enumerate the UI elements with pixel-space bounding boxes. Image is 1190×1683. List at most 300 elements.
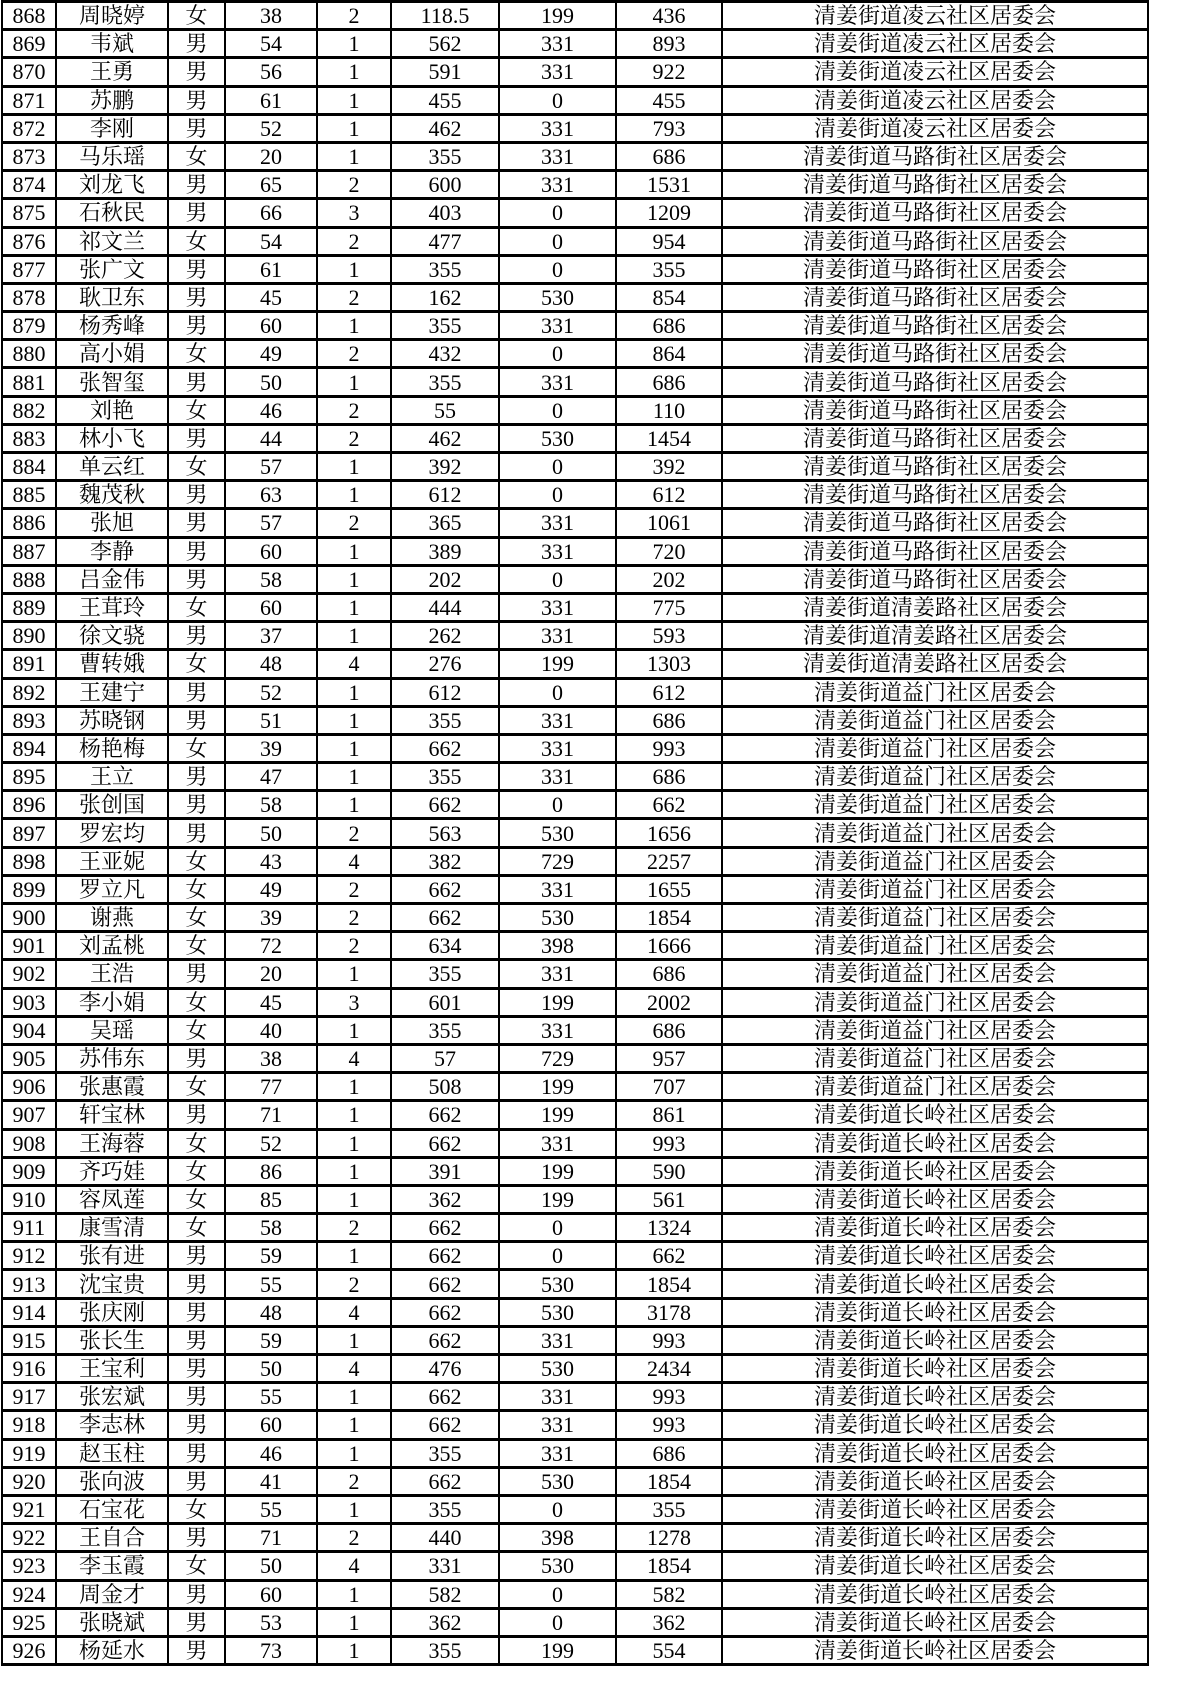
table-row [2, 453, 1148, 481]
amount-2-cell: 331 [499, 1383, 616, 1411]
amount-2-cell: 331 [499, 30, 616, 58]
age-cell: 46 [225, 1439, 317, 1467]
amount-1-cell: 591 [391, 58, 499, 86]
amount-3-cell: 1454 [616, 424, 722, 452]
amount-1-cell: 391 [391, 1157, 499, 1185]
amount-1-cell: 355 [391, 1636, 499, 1664]
age-cell: 39 [225, 904, 317, 932]
gender-cell: 男 [168, 1636, 225, 1664]
serial-number-cell: 882 [2, 396, 56, 424]
community-cell: 清姜街道长岭社区居委会 [722, 1467, 1148, 1495]
serial-number-cell: 912 [2, 1242, 56, 1270]
serial-number-cell: 887 [2, 537, 56, 565]
age-cell: 60 [225, 1411, 317, 1439]
amount-2-cell: 0 [499, 1214, 616, 1242]
name-cell: 石宝花 [56, 1495, 168, 1523]
community-cell: 清姜街道益门社区居委会 [722, 706, 1148, 734]
subsidy-roster-table [1, 0, 1149, 1666]
amount-2-cell: 199 [499, 2, 616, 30]
table-row [2, 1495, 1148, 1523]
table-row [2, 1411, 1148, 1439]
table-row [2, 1270, 1148, 1298]
serial-number-cell: 878 [2, 283, 56, 311]
serial-number-cell: 925 [2, 1608, 56, 1636]
table-row [2, 199, 1148, 227]
person-count-cell: 1 [317, 368, 391, 396]
amount-1-cell: 440 [391, 1524, 499, 1552]
gender-cell: 男 [168, 1411, 225, 1439]
age-cell: 20 [225, 142, 317, 170]
table-row [2, 1326, 1148, 1354]
community-cell: 清姜街道马路街社区居委会 [722, 255, 1148, 283]
amount-3-cell: 707 [616, 1073, 722, 1101]
gender-cell: 男 [168, 819, 225, 847]
name-cell: 李静 [56, 537, 168, 565]
name-cell: 王浩 [56, 960, 168, 988]
serial-number-cell: 884 [2, 453, 56, 481]
gender-cell: 女 [168, 396, 225, 424]
serial-number-cell: 898 [2, 847, 56, 875]
community-cell: 清姜街道马路街社区居委会 [722, 509, 1148, 537]
age-cell: 63 [225, 481, 317, 509]
age-cell: 73 [225, 1636, 317, 1664]
amount-2-cell: 199 [499, 650, 616, 678]
table-row [2, 1636, 1148, 1664]
gender-cell: 男 [168, 1524, 225, 1552]
gender-cell: 男 [168, 1101, 225, 1129]
community-cell: 清姜街道马路街社区居委会 [722, 142, 1148, 170]
amount-3-cell: 893 [616, 30, 722, 58]
gender-cell: 男 [168, 1608, 225, 1636]
table-row [2, 932, 1148, 960]
amount-1-cell: 462 [391, 424, 499, 452]
gender-cell: 女 [168, 1495, 225, 1523]
table-row [2, 819, 1148, 847]
amount-1-cell: 662 [391, 1129, 499, 1157]
name-cell: 罗宏均 [56, 819, 168, 847]
age-cell: 77 [225, 1073, 317, 1101]
amount-1-cell: 662 [391, 1270, 499, 1298]
table-row [2, 734, 1148, 762]
person-count-cell: 1 [317, 1129, 391, 1157]
amount-1-cell: 432 [391, 340, 499, 368]
serial-number-cell: 924 [2, 1580, 56, 1608]
age-cell: 40 [225, 1016, 317, 1044]
amount-1-cell: 601 [391, 988, 499, 1016]
community-cell: 清姜街道长岭社区居委会 [722, 1580, 1148, 1608]
amount-2-cell: 530 [499, 424, 616, 452]
amount-1-cell: 582 [391, 1580, 499, 1608]
amount-1-cell: 362 [391, 1185, 499, 1213]
age-cell: 85 [225, 1185, 317, 1213]
amount-1-cell: 662 [391, 1411, 499, 1439]
gender-cell: 男 [168, 30, 225, 58]
amount-1-cell: 355 [391, 368, 499, 396]
serial-number-cell: 926 [2, 1636, 56, 1664]
community-cell: 清姜街道益门社区居委会 [722, 1016, 1148, 1044]
age-cell: 44 [225, 424, 317, 452]
amount-1-cell: 662 [391, 1214, 499, 1242]
serial-number-cell: 905 [2, 1044, 56, 1072]
age-cell: 38 [225, 1044, 317, 1072]
amount-1-cell: 362 [391, 1608, 499, 1636]
amount-2-cell: 0 [499, 199, 616, 227]
name-cell: 张长生 [56, 1326, 168, 1354]
amount-2-cell: 0 [499, 1580, 616, 1608]
amount-1-cell: 276 [391, 650, 499, 678]
serial-number-cell: 868 [2, 2, 56, 30]
amount-3-cell: 686 [616, 1016, 722, 1044]
community-cell: 清姜街道益门社区居委会 [722, 847, 1148, 875]
gender-cell: 女 [168, 227, 225, 255]
table-row [2, 1214, 1148, 1242]
table-row [2, 1524, 1148, 1552]
serial-number-cell: 920 [2, 1467, 56, 1495]
age-cell: 52 [225, 1129, 317, 1157]
community-cell: 清姜街道长岭社区居委会 [722, 1242, 1148, 1270]
amount-3-cell: 686 [616, 706, 722, 734]
name-cell: 谢燕 [56, 904, 168, 932]
name-cell: 李玉霞 [56, 1552, 168, 1580]
age-cell: 57 [225, 453, 317, 481]
age-cell: 50 [225, 1355, 317, 1383]
amount-1-cell: 477 [391, 227, 499, 255]
age-cell: 60 [225, 1580, 317, 1608]
name-cell: 刘孟桃 [56, 932, 168, 960]
gender-cell: 女 [168, 650, 225, 678]
age-cell: 51 [225, 706, 317, 734]
person-count-cell: 1 [317, 1185, 391, 1213]
person-count-cell: 1 [317, 1580, 391, 1608]
age-cell: 55 [225, 1495, 317, 1523]
name-cell: 容凤莲 [56, 1185, 168, 1213]
age-cell: 48 [225, 1298, 317, 1326]
name-cell: 张庆刚 [56, 1298, 168, 1326]
serial-number-cell: 891 [2, 650, 56, 678]
table-row [2, 396, 1148, 424]
gender-cell: 女 [168, 904, 225, 932]
amount-1-cell: 262 [391, 622, 499, 650]
amount-3-cell: 612 [616, 678, 722, 706]
person-count-cell: 2 [317, 875, 391, 903]
amount-2-cell: 0 [499, 255, 616, 283]
gender-cell: 男 [168, 86, 225, 114]
community-cell: 清姜街道长岭社区居委会 [722, 1495, 1148, 1523]
name-cell: 轩宝林 [56, 1101, 168, 1129]
gender-cell: 男 [168, 537, 225, 565]
name-cell: 王勇 [56, 58, 168, 86]
table-row [2, 1580, 1148, 1608]
gender-cell: 男 [168, 481, 225, 509]
serial-number-cell: 922 [2, 1524, 56, 1552]
person-count-cell: 4 [317, 1552, 391, 1580]
serial-number-cell: 915 [2, 1326, 56, 1354]
amount-3-cell: 1061 [616, 509, 722, 537]
community-cell: 清姜街道马路街社区居委会 [722, 312, 1148, 340]
gender-cell: 男 [168, 1355, 225, 1383]
amount-1-cell: 365 [391, 509, 499, 537]
amount-2-cell: 199 [499, 1157, 616, 1185]
amount-2-cell: 530 [499, 1355, 616, 1383]
gender-cell: 男 [168, 199, 225, 227]
amount-1-cell: 662 [391, 904, 499, 932]
gender-cell: 男 [168, 509, 225, 537]
amount-2-cell: 331 [499, 763, 616, 791]
age-cell: 49 [225, 340, 317, 368]
amount-3-cell: 362 [616, 1608, 722, 1636]
serial-number-cell: 896 [2, 791, 56, 819]
amount-3-cell: 686 [616, 763, 722, 791]
table-row [2, 1157, 1148, 1185]
amount-2-cell: 0 [499, 1242, 616, 1270]
amount-2-cell: 331 [499, 368, 616, 396]
table-row [2, 368, 1148, 396]
person-count-cell: 2 [317, 1467, 391, 1495]
community-cell: 清姜街道凌云社区居委会 [722, 30, 1148, 58]
serial-number-cell: 913 [2, 1270, 56, 1298]
amount-2-cell: 530 [499, 1270, 616, 1298]
name-cell: 苏晓钢 [56, 706, 168, 734]
person-count-cell: 2 [317, 932, 391, 960]
age-cell: 53 [225, 1608, 317, 1636]
person-count-cell: 2 [317, 1524, 391, 1552]
amount-1-cell: 444 [391, 593, 499, 621]
amount-3-cell: 436 [616, 2, 722, 30]
gender-cell: 男 [168, 312, 225, 340]
amount-3-cell: 993 [616, 1411, 722, 1439]
age-cell: 50 [225, 368, 317, 396]
table-row [2, 904, 1148, 932]
amount-3-cell: 957 [616, 1044, 722, 1072]
serial-number-cell: 921 [2, 1495, 56, 1523]
community-cell: 清姜街道长岭社区居委会 [722, 1383, 1148, 1411]
amount-1-cell: 455 [391, 86, 499, 114]
table-row [2, 1355, 1148, 1383]
age-cell: 58 [225, 1214, 317, 1242]
community-cell: 清姜街道长岭社区居委会 [722, 1524, 1148, 1552]
serial-number-cell: 903 [2, 988, 56, 1016]
amount-1-cell: 355 [391, 706, 499, 734]
amount-3-cell: 1854 [616, 1270, 722, 1298]
serial-number-cell: 899 [2, 875, 56, 903]
name-cell: 高小娟 [56, 340, 168, 368]
serial-number-cell: 908 [2, 1129, 56, 1157]
age-cell: 20 [225, 960, 317, 988]
amount-3-cell: 392 [616, 453, 722, 481]
serial-number-cell: 914 [2, 1298, 56, 1326]
age-cell: 45 [225, 283, 317, 311]
amount-3-cell: 355 [616, 255, 722, 283]
name-cell: 周晓婷 [56, 2, 168, 30]
amount-3-cell: 2257 [616, 847, 722, 875]
community-cell: 清姜街道长岭社区居委会 [722, 1214, 1148, 1242]
amount-2-cell: 0 [499, 86, 616, 114]
age-cell: 50 [225, 819, 317, 847]
gender-cell: 男 [168, 1242, 225, 1270]
community-cell: 清姜街道益门社区居委会 [722, 1073, 1148, 1101]
name-cell: 杨艳梅 [56, 734, 168, 762]
amount-2-cell: 331 [499, 1326, 616, 1354]
person-count-cell: 1 [317, 312, 391, 340]
amount-3-cell: 993 [616, 734, 722, 762]
community-cell: 清姜街道益门社区居委会 [722, 932, 1148, 960]
table-row [2, 960, 1148, 988]
amount-2-cell: 331 [499, 1016, 616, 1044]
serial-number-cell: 874 [2, 171, 56, 199]
amount-3-cell: 1531 [616, 171, 722, 199]
table-row [2, 1439, 1148, 1467]
age-cell: 60 [225, 593, 317, 621]
amount-3-cell: 686 [616, 142, 722, 170]
amount-1-cell: 403 [391, 199, 499, 227]
name-cell: 魏茂秋 [56, 481, 168, 509]
person-count-cell: 3 [317, 988, 391, 1016]
gender-cell: 女 [168, 2, 225, 30]
person-count-cell: 1 [317, 1383, 391, 1411]
amount-3-cell: 110 [616, 396, 722, 424]
amount-2-cell: 729 [499, 1044, 616, 1072]
community-cell: 清姜街道长岭社区居委会 [722, 1636, 1148, 1664]
age-cell: 58 [225, 791, 317, 819]
name-cell: 王立 [56, 763, 168, 791]
gender-cell: 女 [168, 1073, 225, 1101]
person-count-cell: 2 [317, 2, 391, 30]
gender-cell: 女 [168, 142, 225, 170]
serial-number-cell: 886 [2, 509, 56, 537]
person-count-cell: 2 [317, 227, 391, 255]
gender-cell: 女 [168, 453, 225, 481]
name-cell: 张晓斌 [56, 1608, 168, 1636]
name-cell: 王建宁 [56, 678, 168, 706]
amount-2-cell: 331 [499, 171, 616, 199]
person-count-cell: 2 [317, 396, 391, 424]
serial-number-cell: 873 [2, 142, 56, 170]
table-row [2, 593, 1148, 621]
person-count-cell: 4 [317, 1044, 391, 1072]
table-row [2, 875, 1148, 903]
age-cell: 43 [225, 847, 317, 875]
gender-cell: 女 [168, 734, 225, 762]
amount-2-cell: 331 [499, 114, 616, 142]
amount-3-cell: 1854 [616, 1552, 722, 1580]
table-row [2, 424, 1148, 452]
serial-number-cell: 904 [2, 1016, 56, 1044]
name-cell: 吕金伟 [56, 565, 168, 593]
name-cell: 王亚妮 [56, 847, 168, 875]
table-row [2, 706, 1148, 734]
amount-1-cell: 476 [391, 1355, 499, 1383]
serial-number-cell: 901 [2, 932, 56, 960]
community-cell: 清姜街道长岭社区居委会 [722, 1298, 1148, 1326]
person-count-cell: 2 [317, 1214, 391, 1242]
serial-number-cell: 888 [2, 565, 56, 593]
name-cell: 李刚 [56, 114, 168, 142]
community-cell: 清姜街道马路街社区居委会 [722, 227, 1148, 255]
age-cell: 52 [225, 114, 317, 142]
gender-cell: 女 [168, 593, 225, 621]
table-row [2, 678, 1148, 706]
amount-2-cell: 530 [499, 1467, 616, 1495]
person-count-cell: 2 [317, 509, 391, 537]
amount-2-cell: 331 [499, 706, 616, 734]
amount-2-cell: 0 [499, 565, 616, 593]
community-cell: 清姜街道马路街社区居委会 [722, 340, 1148, 368]
name-cell: 刘龙飞 [56, 171, 168, 199]
amount-2-cell: 331 [499, 734, 616, 762]
amount-1-cell: 662 [391, 1383, 499, 1411]
serial-number-cell: 876 [2, 227, 56, 255]
person-count-cell: 1 [317, 960, 391, 988]
table-row [2, 537, 1148, 565]
amount-3-cell: 582 [616, 1580, 722, 1608]
community-cell: 清姜街道益门社区居委会 [722, 791, 1148, 819]
community-cell: 清姜街道马路街社区居委会 [722, 565, 1148, 593]
community-cell: 清姜街道长岭社区居委会 [722, 1129, 1148, 1157]
amount-2-cell: 0 [499, 481, 616, 509]
gender-cell: 女 [168, 847, 225, 875]
amount-3-cell: 686 [616, 960, 722, 988]
person-count-cell: 2 [317, 340, 391, 368]
community-cell: 清姜街道益门社区居委会 [722, 1044, 1148, 1072]
table-row [2, 650, 1148, 678]
community-cell: 清姜街道益门社区居委会 [722, 904, 1148, 932]
table-row [2, 791, 1148, 819]
table-row [2, 227, 1148, 255]
amount-1-cell: 662 [391, 1467, 499, 1495]
amount-3-cell: 1656 [616, 819, 722, 847]
amount-3-cell: 2434 [616, 1355, 722, 1383]
amount-2-cell: 0 [499, 396, 616, 424]
amount-1-cell: 331 [391, 1552, 499, 1580]
amount-2-cell: 530 [499, 1298, 616, 1326]
age-cell: 54 [225, 30, 317, 58]
amount-3-cell: 993 [616, 1129, 722, 1157]
gender-cell: 女 [168, 988, 225, 1016]
name-cell: 张向波 [56, 1467, 168, 1495]
gender-cell: 男 [168, 283, 225, 311]
serial-number-cell: 890 [2, 622, 56, 650]
amount-3-cell: 1854 [616, 1467, 722, 1495]
name-cell: 王自合 [56, 1524, 168, 1552]
amount-1-cell: 662 [391, 791, 499, 819]
amount-3-cell: 686 [616, 368, 722, 396]
amount-3-cell: 1655 [616, 875, 722, 903]
person-count-cell: 2 [317, 283, 391, 311]
roster-table-body [2, 2, 1148, 1665]
gender-cell: 男 [168, 1439, 225, 1467]
person-count-cell: 4 [317, 847, 391, 875]
person-count-cell: 1 [317, 1326, 391, 1354]
amount-1-cell: 355 [391, 960, 499, 988]
amount-1-cell: 662 [391, 1101, 499, 1129]
amount-1-cell: 355 [391, 312, 499, 340]
serial-number-cell: 894 [2, 734, 56, 762]
amount-3-cell: 590 [616, 1157, 722, 1185]
amount-2-cell: 331 [499, 58, 616, 86]
amount-3-cell: 793 [616, 114, 722, 142]
community-cell: 清姜街道长岭社区居委会 [722, 1411, 1148, 1439]
amount-3-cell: 922 [616, 58, 722, 86]
amount-3-cell: 993 [616, 1326, 722, 1354]
community-cell: 清姜街道长岭社区居委会 [722, 1185, 1148, 1213]
serial-number-cell: 906 [2, 1073, 56, 1101]
amount-2-cell: 331 [499, 537, 616, 565]
age-cell: 52 [225, 678, 317, 706]
age-cell: 47 [225, 763, 317, 791]
serial-number-cell: 900 [2, 904, 56, 932]
age-cell: 59 [225, 1326, 317, 1354]
amount-3-cell: 561 [616, 1185, 722, 1213]
